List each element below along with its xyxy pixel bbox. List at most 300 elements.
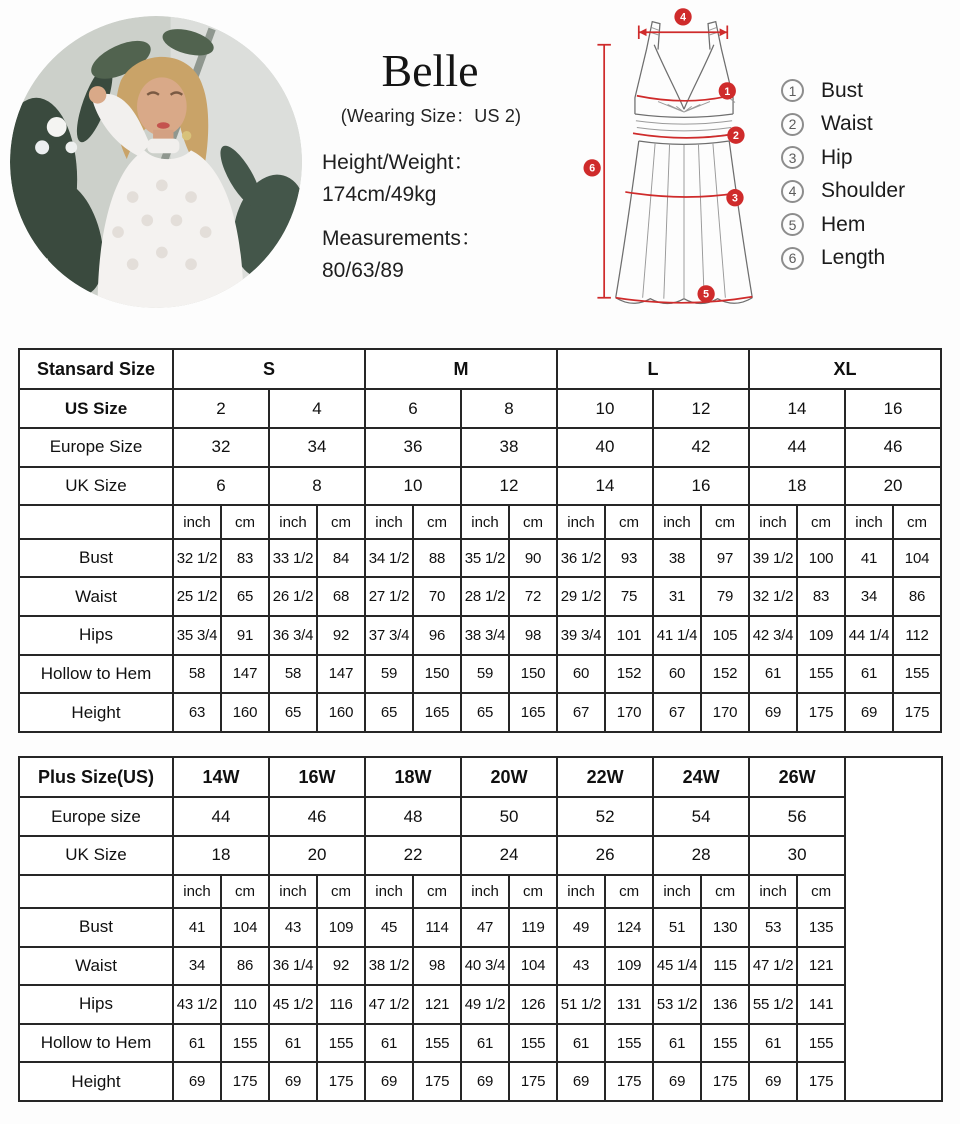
- size-value-cell: 32: [173, 428, 269, 467]
- unit-cm-cell: cm: [221, 875, 269, 908]
- measurement-value-cell: 61: [653, 1024, 701, 1063]
- measurement-value-cell: 155: [701, 1024, 749, 1063]
- measurement-value-cell: 59: [365, 655, 413, 694]
- measurement-value-cell: 150: [509, 655, 557, 694]
- measurement-value-cell: 147: [221, 655, 269, 694]
- size-value-cell: 56: [749, 797, 845, 836]
- measurement-value-cell: 175: [893, 693, 941, 732]
- measurement-value-cell: 43: [557, 947, 605, 986]
- measurement-value-cell: 131: [605, 985, 653, 1024]
- measurement-value-cell: 86: [221, 947, 269, 986]
- marker-length: 6: [589, 162, 596, 175]
- unit-cm-cell: cm: [413, 505, 461, 538]
- measurement-row: [19, 616, 941, 655]
- row-label-cell: Europe size: [19, 797, 173, 836]
- measurement-value-cell: 175: [317, 1062, 365, 1101]
- measurement-value-cell: 43: [269, 908, 317, 947]
- measurement-value-cell: 165: [509, 693, 557, 732]
- measurement-value-cell: 69: [269, 1062, 317, 1101]
- measurement-value-cell: 40 3/4: [461, 947, 509, 986]
- unit-inch-cell: inch: [653, 875, 701, 908]
- measurement-legend: [781, 74, 956, 275]
- dress-measurement-diagram: [583, 2, 785, 328]
- size-value-cell: 24: [461, 836, 557, 875]
- measurement-value-cell: 88: [413, 539, 461, 578]
- unit-inch-cell: inch: [749, 875, 797, 908]
- measurement-value-cell: 49 1/2: [461, 985, 509, 1024]
- measurement-value-cell: 61: [749, 655, 797, 694]
- measurement-value-cell: 98: [413, 947, 461, 986]
- measurement-value-cell: 47: [461, 908, 509, 947]
- size-value-cell: 30: [749, 836, 845, 875]
- measurement-value-cell: 69: [173, 1062, 221, 1101]
- unit-inch-cell: inch: [269, 505, 317, 538]
- measurement-value-cell: 44 1/4: [845, 616, 893, 655]
- measurement-value-cell: 135: [797, 908, 845, 947]
- measurement-value-cell: 152: [605, 655, 653, 694]
- measurement-value-cell: 67: [653, 693, 701, 732]
- measurement-value-cell: 41: [845, 539, 893, 578]
- size-value-cell: 12: [653, 389, 749, 428]
- measurement-value-cell: 34 1/2: [365, 539, 413, 578]
- model-photo-illustration: [10, 16, 302, 308]
- size-value-cell: 28: [653, 836, 749, 875]
- row-label-cell: UK Size: [19, 836, 173, 875]
- measurement-value-cell: 98: [509, 616, 557, 655]
- measurement-row: [19, 693, 941, 732]
- legend-item-hem: [781, 208, 956, 242]
- measurement-value-cell: 155: [797, 655, 845, 694]
- measurement-value-cell: 124: [605, 908, 653, 947]
- measurement-value-cell: 49: [557, 908, 605, 947]
- legend-label: Hem: [821, 212, 866, 236]
- measurement-value-cell: 65: [461, 693, 509, 732]
- size-group-cell: S: [173, 349, 365, 389]
- size-group-cell: 20W: [461, 757, 557, 797]
- size-value-cell: 36: [365, 428, 461, 467]
- measurement-value-cell: 155: [893, 655, 941, 694]
- measurement-value-cell: 69: [461, 1062, 509, 1101]
- measurement-value-cell: 53 1/2: [653, 985, 701, 1024]
- legend-label: Hip: [821, 145, 853, 169]
- size-value-cell: 18: [173, 836, 269, 875]
- legend-item-bust: [781, 74, 956, 108]
- measurement-value-cell: 92: [317, 947, 365, 986]
- measurement-value-cell: 79: [701, 577, 749, 616]
- height-weight-label: Height/Weight：: [322, 151, 475, 174]
- size-row: [19, 797, 942, 836]
- legend-item-waist: [781, 108, 956, 142]
- measurement-value-cell: 126: [509, 985, 557, 1024]
- measurement-value-cell: 90: [509, 539, 557, 578]
- unit-cm-cell: cm: [317, 505, 365, 538]
- size-value-cell: 46: [845, 428, 941, 467]
- measurement-value-cell: 97: [701, 539, 749, 578]
- measurement-value-cell: 83: [797, 577, 845, 616]
- measurement-value-cell: 47 1/2: [365, 985, 413, 1024]
- measurement-value-cell: 155: [509, 1024, 557, 1063]
- measurement-value-cell: 92: [317, 616, 365, 655]
- size-value-cell: 38: [461, 428, 557, 467]
- size-value-cell: 16: [845, 389, 941, 428]
- size-value-cell: 6: [173, 467, 269, 506]
- size-value-cell: 12: [461, 467, 557, 506]
- measurement-value-cell: 155: [605, 1024, 653, 1063]
- measurement-value-cell: 160: [317, 693, 365, 732]
- unit-row: [19, 875, 942, 908]
- size-group-cell: 18W: [365, 757, 461, 797]
- measurement-value-cell: 39 1/2: [749, 539, 797, 578]
- measurement-value-cell: 38: [653, 539, 701, 578]
- unit-inch-cell: inch: [653, 505, 701, 538]
- measurement-value-cell: 109: [317, 908, 365, 947]
- measurement-value-cell: 51 1/2: [557, 985, 605, 1024]
- size-value-cell: 44: [749, 428, 845, 467]
- measurement-value-cell: 68: [317, 577, 365, 616]
- measurement-value-cell: 155: [317, 1024, 365, 1063]
- size-row: [19, 389, 941, 428]
- legend-item-hip: [781, 141, 956, 175]
- unit-cm-cell: cm: [701, 875, 749, 908]
- measurement-row: [19, 1024, 942, 1063]
- size-value-cell: 20: [845, 467, 941, 506]
- marker-hem: 5: [703, 288, 710, 301]
- measurement-value-cell: 93: [605, 539, 653, 578]
- diagram-markers: [583, 8, 744, 302]
- measurement-value-cell: 38 1/2: [365, 947, 413, 986]
- unit-inch-cell: inch: [557, 505, 605, 538]
- size-row: [19, 836, 942, 875]
- row-label-cell: US Size: [19, 389, 173, 428]
- measurement-value-cell: 141: [797, 985, 845, 1024]
- measurement-value-cell: 53: [749, 908, 797, 947]
- measurement-value-cell: 35 1/2: [461, 539, 509, 578]
- measurement-value-cell: 42 3/4: [749, 616, 797, 655]
- measurement-value-cell: 104: [893, 539, 941, 578]
- measurement-value-cell: 119: [509, 908, 557, 947]
- legend-label: Bust: [821, 78, 864, 102]
- measurement-value-cell: 170: [701, 693, 749, 732]
- size-value-cell: 14: [749, 389, 845, 428]
- measurement-value-cell: 26 1/2: [269, 577, 317, 616]
- empty-column-cell: [845, 757, 942, 1101]
- measurement-value-cell: 86: [893, 577, 941, 616]
- measurement-row: [19, 908, 942, 947]
- unit-cm-cell: cm: [605, 875, 653, 908]
- measurement-value-cell: 43 1/2: [173, 985, 221, 1024]
- measurement-value-cell: 75: [605, 577, 653, 616]
- measurement-value-cell: 100: [797, 539, 845, 578]
- measurement-value-cell: 61: [557, 1024, 605, 1063]
- unit-inch-cell: inch: [461, 875, 509, 908]
- size-value-cell: 34: [269, 428, 365, 467]
- marker-hip: 3: [732, 192, 738, 205]
- measurement-value-cell: 69: [557, 1062, 605, 1101]
- measurement-value-cell: 41: [173, 908, 221, 947]
- size-group-cell: L: [557, 349, 749, 389]
- measurement-value-cell: 69: [749, 693, 797, 732]
- row-label-cell: Waist: [19, 947, 173, 986]
- legend-item-shoulder: [781, 175, 956, 209]
- measurement-value-cell: 32 1/2: [173, 539, 221, 578]
- measurement-value-cell: 69: [365, 1062, 413, 1101]
- size-value-cell: 4: [269, 389, 365, 428]
- measurement-value-cell: 60: [557, 655, 605, 694]
- measurement-value-cell: 25 1/2: [173, 577, 221, 616]
- measurement-value-cell: 61: [365, 1024, 413, 1063]
- measurement-row: [19, 985, 942, 1024]
- measurement-value-cell: 36 3/4: [269, 616, 317, 655]
- height-weight-value: 174cm/49kg: [322, 183, 437, 206]
- unit-inch-cell: inch: [557, 875, 605, 908]
- measurement-value-cell: 65: [221, 577, 269, 616]
- measurement-value-cell: 155: [413, 1024, 461, 1063]
- measurement-value-cell: 175: [797, 1062, 845, 1101]
- measurement-value-cell: 104: [221, 908, 269, 947]
- measurement-value-cell: 130: [701, 908, 749, 947]
- standard-size-table: [18, 348, 942, 733]
- size-value-cell: 22: [365, 836, 461, 875]
- size-group-cell: 14W: [173, 757, 269, 797]
- measurement-value-cell: 55 1/2: [749, 985, 797, 1024]
- marker-shoulder: 4: [680, 11, 686, 24]
- size-value-cell: 48: [365, 797, 461, 836]
- measurement-value-cell: 36 1/2: [557, 539, 605, 578]
- measurement-value-cell: 34: [173, 947, 221, 986]
- unit-cm-cell: cm: [221, 505, 269, 538]
- size-value-cell: 40: [557, 428, 653, 467]
- measurement-value-cell: 101: [605, 616, 653, 655]
- unit-inch-cell: inch: [173, 875, 221, 908]
- size-group-cell: M: [365, 349, 557, 389]
- size-group-cell: 22W: [557, 757, 653, 797]
- measurement-value-cell: 61: [845, 655, 893, 694]
- circled-number-icon: 5: [781, 213, 804, 236]
- measurement-value-cell: 28 1/2: [461, 577, 509, 616]
- measurement-value-cell: 36 1/4: [269, 947, 317, 986]
- measurement-value-cell: 116: [317, 985, 365, 1024]
- unit-row-label-cell: [19, 505, 173, 538]
- unit-cm-cell: cm: [893, 505, 941, 538]
- measurement-value-cell: 31: [653, 577, 701, 616]
- measurement-value-cell: 121: [413, 985, 461, 1024]
- measurement-value-cell: 69: [749, 1062, 797, 1101]
- measurement-value-cell: 59: [461, 655, 509, 694]
- measurement-value-cell: 155: [221, 1024, 269, 1063]
- measurement-value-cell: 109: [797, 616, 845, 655]
- row-label-cell: Hips: [19, 985, 173, 1024]
- measurement-value-cell: 45: [365, 908, 413, 947]
- dress-sketch: [583, 2, 785, 328]
- measurement-value-cell: 61: [749, 1024, 797, 1063]
- measurement-value-cell: 65: [365, 693, 413, 732]
- measurement-value-cell: 152: [701, 655, 749, 694]
- measurement-value-cell: 51: [653, 908, 701, 947]
- measurement-value-cell: 34: [845, 577, 893, 616]
- measurement-value-cell: 110: [221, 985, 269, 1024]
- measurement-value-cell: 175: [797, 693, 845, 732]
- measurement-value-cell: 83: [221, 539, 269, 578]
- measurement-value-cell: 165: [413, 693, 461, 732]
- unit-cm-cell: cm: [605, 505, 653, 538]
- measurement-value-cell: 58: [173, 655, 221, 694]
- legend-label: Waist: [821, 112, 873, 136]
- circled-number-icon: 4: [781, 180, 804, 203]
- measurement-value-cell: 70: [413, 577, 461, 616]
- measurement-value-cell: 175: [605, 1062, 653, 1101]
- measurement-value-cell: 37 3/4: [365, 616, 413, 655]
- size-value-cell: 16: [653, 467, 749, 506]
- size-row: [19, 467, 941, 506]
- unit-row: [19, 505, 941, 538]
- measurement-value-cell: 84: [317, 539, 365, 578]
- size-row: [19, 428, 941, 467]
- size-value-cell: 54: [653, 797, 749, 836]
- unit-cm-cell: cm: [317, 875, 365, 908]
- circled-number-icon: 2: [781, 113, 804, 136]
- size-group-cell: 26W: [749, 757, 845, 797]
- size-value-cell: 8: [461, 389, 557, 428]
- row-label-cell: Height: [19, 693, 173, 732]
- measurement-value-cell: 60: [653, 655, 701, 694]
- marker-waist: 2: [732, 130, 739, 143]
- size-value-cell: 46: [269, 797, 365, 836]
- measurement-value-cell: 39 3/4: [557, 616, 605, 655]
- model-name: Belle: [381, 45, 479, 96]
- measurement-value-cell: 104: [509, 947, 557, 986]
- size-value-cell: 52: [557, 797, 653, 836]
- unit-inch-cell: inch: [365, 875, 413, 908]
- measurement-value-cell: 160: [221, 693, 269, 732]
- measurement-row: [19, 655, 941, 694]
- table-header-row: [19, 757, 942, 797]
- circled-number-icon: 3: [781, 146, 804, 169]
- row-label-cell: Hips: [19, 616, 173, 655]
- wearing-size-note: (Wearing Size：US 2): [340, 106, 522, 126]
- row-label-cell: Bust: [19, 908, 173, 947]
- measurement-value-cell: 65: [269, 693, 317, 732]
- unit-cm-cell: cm: [797, 875, 845, 908]
- measurement-value-cell: 96: [413, 616, 461, 655]
- measurements-label: Measurements：: [322, 227, 482, 250]
- measurement-value-cell: 29 1/2: [557, 577, 605, 616]
- unit-cm-cell: cm: [797, 505, 845, 538]
- measurement-value-cell: 121: [797, 947, 845, 986]
- size-value-cell: 14: [557, 467, 653, 506]
- measurement-value-cell: 61: [461, 1024, 509, 1063]
- measurement-row: [19, 539, 941, 578]
- unit-inch-cell: inch: [845, 505, 893, 538]
- measurement-value-cell: 91: [221, 616, 269, 655]
- measurement-value-cell: 45 1/2: [269, 985, 317, 1024]
- measurement-value-cell: 41 1/4: [653, 616, 701, 655]
- measurement-value-cell: 155: [797, 1024, 845, 1063]
- row-label-cell: Height: [19, 1062, 173, 1101]
- measurement-value-cell: 27 1/2: [365, 577, 413, 616]
- measurement-row: [19, 1062, 942, 1101]
- size-value-cell: 18: [749, 467, 845, 506]
- measurement-value-cell: 175: [701, 1062, 749, 1101]
- unit-inch-cell: inch: [749, 505, 797, 538]
- legend-label: Shoulder: [821, 179, 906, 203]
- unit-cm-cell: cm: [413, 875, 461, 908]
- measurement-value-cell: 38 3/4: [461, 616, 509, 655]
- measurement-value-cell: 147: [317, 655, 365, 694]
- size-group-cell: 24W: [653, 757, 749, 797]
- measurement-value-cell: 136: [701, 985, 749, 1024]
- measurement-row: [19, 577, 941, 616]
- unit-inch-cell: inch: [173, 505, 221, 538]
- measurement-value-cell: 67: [557, 693, 605, 732]
- size-value-cell: 42: [653, 428, 749, 467]
- measurement-value-cell: 61: [269, 1024, 317, 1063]
- size-value-cell: 44: [173, 797, 269, 836]
- plus-size-table: [18, 756, 943, 1102]
- measurement-value-cell: 175: [413, 1062, 461, 1101]
- legend-label: Length: [821, 246, 886, 270]
- measurement-value-cell: 175: [221, 1062, 269, 1101]
- measurement-value-cell: 112: [893, 616, 941, 655]
- measurement-value-cell: 58: [269, 655, 317, 694]
- row-label-cell: Europe Size: [19, 428, 173, 467]
- measurement-value-cell: 47 1/2: [749, 947, 797, 986]
- unit-inch-cell: inch: [461, 505, 509, 538]
- size-value-cell: 10: [557, 389, 653, 428]
- unit-cm-cell: cm: [509, 505, 557, 538]
- table-header-row: [19, 349, 941, 389]
- measurements-value: 80/63/89: [322, 259, 404, 282]
- table-title-cell: Stansard Size: [19, 349, 173, 389]
- measurement-value-cell: 105: [701, 616, 749, 655]
- table-title-cell: Plus Size(US): [19, 757, 173, 797]
- size-value-cell: 26: [557, 836, 653, 875]
- size-value-cell: 10: [365, 467, 461, 506]
- row-label-cell: Hollow to Hem: [19, 1024, 173, 1063]
- size-value-cell: 6: [365, 389, 461, 428]
- measurement-value-cell: 114: [413, 908, 461, 947]
- measurement-value-cell: 175: [509, 1062, 557, 1101]
- unit-cm-cell: cm: [509, 875, 557, 908]
- size-value-cell: 20: [269, 836, 365, 875]
- measurement-row: [19, 947, 942, 986]
- measurement-value-cell: 69: [845, 693, 893, 732]
- measurement-value-cell: 61: [173, 1024, 221, 1063]
- row-label-cell: Hollow to Hem: [19, 655, 173, 694]
- marker-bust: 1: [724, 85, 731, 98]
- measurement-value-cell: 33 1/2: [269, 539, 317, 578]
- row-label-cell: UK Size: [19, 467, 173, 506]
- measurement-value-cell: 35 3/4: [173, 616, 221, 655]
- row-label-cell: Bust: [19, 539, 173, 578]
- size-value-cell: 8: [269, 467, 365, 506]
- unit-inch-cell: inch: [269, 875, 317, 908]
- measurement-value-cell: 170: [605, 693, 653, 732]
- size-value-cell: 50: [461, 797, 557, 836]
- measurement-value-cell: 63: [173, 693, 221, 732]
- unit-inch-cell: inch: [365, 505, 413, 538]
- measurement-value-cell: 32 1/2: [749, 577, 797, 616]
- circled-number-icon: 6: [781, 247, 804, 270]
- unit-row-label-cell: [19, 875, 173, 908]
- measurement-value-cell: 72: [509, 577, 557, 616]
- legend-item-length: [781, 242, 956, 276]
- measurement-value-cell: 115: [701, 947, 749, 986]
- circled-number-icon: 1: [781, 79, 804, 102]
- row-label-cell: Waist: [19, 577, 173, 616]
- measurement-value-cell: 69: [653, 1062, 701, 1101]
- measurement-value-cell: 150: [413, 655, 461, 694]
- size-value-cell: 2: [173, 389, 269, 428]
